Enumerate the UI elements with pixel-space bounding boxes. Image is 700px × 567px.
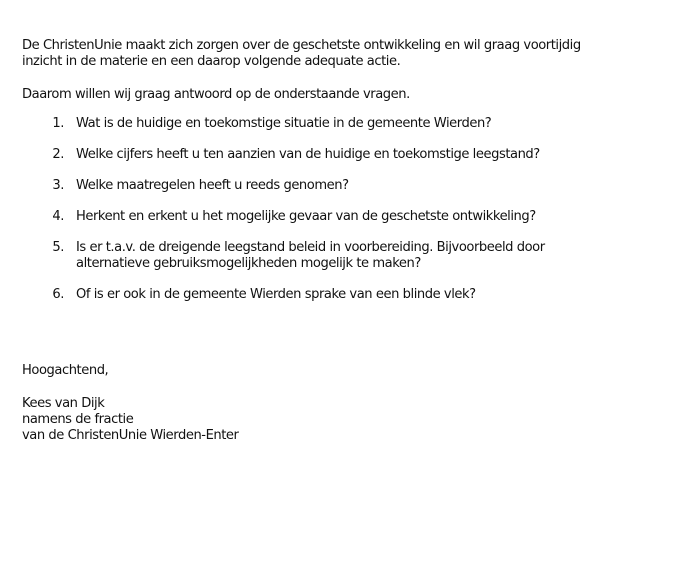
question-number: 5. xyxy=(52,240,64,255)
question-text: Welke maatregelen heeft u reeds genomen? xyxy=(76,178,349,193)
question-item xyxy=(22,287,682,303)
closing-greeting: Hoogachtend, xyxy=(22,363,109,378)
question-number: 3. xyxy=(52,178,64,193)
question-item xyxy=(22,116,682,132)
question-text-line-2: alternatieve gebruiksmogelijkheden mogelijk te maken? xyxy=(76,256,421,271)
question-text: Of is er ook in de gemeente Wierden sprake van een blinde vlek? xyxy=(76,287,476,302)
question-number: 1. xyxy=(52,116,64,131)
question-text-line-1: Is er t.a.v. de dreigende leegstand beleid in voorbereiding. Bijvoorbeeld door xyxy=(76,240,545,255)
signatory-party: van de ChristenUnie Wierden-Enter xyxy=(22,428,239,443)
intro-line-1: De ChristenUnie maakt zich zorgen over de geschetste ontwikkeling en wil graag voortijdig xyxy=(22,38,581,53)
question-text xyxy=(76,240,682,272)
question-item xyxy=(22,147,682,163)
question-number: 6. xyxy=(52,287,64,302)
question-intro: Daarom willen wij graag antwoord op de onderstaande vragen. xyxy=(22,87,410,102)
intro-line-2: inzicht in de materie en een daarop volgende adequate actie. xyxy=(22,54,401,69)
intro-paragraph xyxy=(22,38,682,70)
signatory-role: namens de fractie xyxy=(22,412,134,427)
question-item xyxy=(22,178,682,194)
question-number: 2. xyxy=(52,147,64,162)
question-number: 4. xyxy=(52,209,64,224)
signature-block xyxy=(22,396,682,444)
question-item xyxy=(22,209,682,225)
question-list xyxy=(22,116,682,303)
signatory-name: Kees van Dijk xyxy=(22,396,105,411)
letter-body xyxy=(22,38,682,444)
question-item xyxy=(22,240,682,272)
question-text: Welke cijfers heeft u ten aanzien van de huidige en toekomstige leegstand? xyxy=(76,147,540,162)
question-text: Wat is de huidige en toekomstige situatie in de gemeente Wierden? xyxy=(76,116,492,131)
question-text: Herkent en erkent u het mogelijke gevaar van de geschetste ontwikkeling? xyxy=(76,209,536,224)
